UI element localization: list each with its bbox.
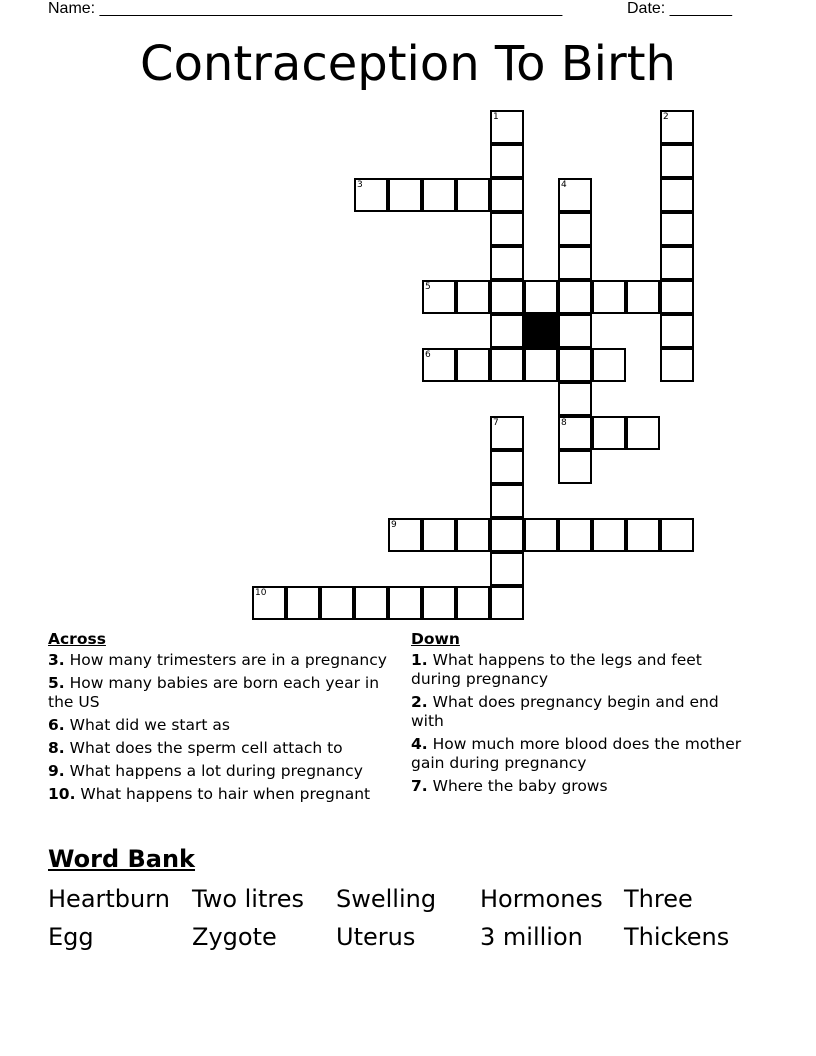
clue-across-3 (48, 651, 398, 670)
crossword-cell[interactable] (558, 246, 592, 280)
clue-text: How many babies are born each year in the US (48, 674, 380, 711)
crossword-cell[interactable] (592, 280, 626, 314)
clue-down-1 (411, 651, 751, 689)
crossword-cell[interactable] (592, 416, 626, 450)
word-bank-item: Three (624, 885, 693, 913)
clue-down-2 (411, 693, 751, 731)
crossword-cell[interactable] (490, 552, 524, 586)
clue-text: How many trimesters are in a pregnancy (69, 651, 387, 669)
crossword-cell[interactable] (660, 348, 694, 382)
crossword-cell[interactable] (422, 348, 456, 382)
clue-number-label: 5 (425, 282, 431, 292)
crossword-cell[interactable] (422, 586, 456, 620)
word-bank-title: Word Bank (48, 845, 196, 873)
crossword-cell[interactable] (456, 586, 490, 620)
crossword-cell[interactable] (456, 178, 490, 212)
clue-text: What happens to the legs and feet during pregnancy (411, 651, 702, 688)
clue-number: 2. (411, 693, 428, 711)
clue-number-label: 6 (425, 350, 431, 360)
clue-number-label: 7 (493, 418, 499, 428)
clue-number: 1. (411, 651, 428, 669)
crossword-cell[interactable] (422, 518, 456, 552)
clue-number: 5. (48, 674, 65, 692)
crossword-cell[interactable] (524, 518, 558, 552)
crossword-cell[interactable] (252, 586, 286, 620)
crossword-cell[interactable] (490, 178, 524, 212)
clue-down-4 (411, 735, 751, 773)
word-bank-item: Hormones (480, 885, 603, 913)
clue-text: What happens to hair when pregnant (80, 785, 371, 803)
crossword-cell[interactable] (490, 246, 524, 280)
crossword-cell[interactable] (456, 348, 490, 382)
word-bank-item: Egg (48, 923, 94, 951)
crossword-cell[interactable] (558, 212, 592, 246)
crossword-cell[interactable] (660, 212, 694, 246)
clue-number-label: 4 (561, 180, 567, 190)
crossword-cell[interactable] (490, 212, 524, 246)
crossword-black-cell (524, 314, 558, 348)
clue-number-label: 1 (493, 112, 499, 122)
crossword-cell[interactable] (490, 484, 524, 518)
clue-across-10 (48, 785, 398, 804)
crossword-cell[interactable] (388, 586, 422, 620)
clue-across-9 (48, 762, 398, 781)
crossword-cell[interactable] (524, 280, 558, 314)
clue-number: 7. (411, 777, 428, 795)
crossword-cell[interactable] (626, 416, 660, 450)
crossword-cell[interactable] (422, 280, 456, 314)
clue-text: What does the sperm cell attach to (69, 739, 343, 757)
crossword-cell[interactable] (660, 518, 694, 552)
crossword-cell[interactable] (490, 314, 524, 348)
crossword-cell[interactable] (456, 280, 490, 314)
crossword-cell[interactable] (320, 586, 354, 620)
crossword-cell[interactable] (660, 314, 694, 348)
crossword-cell[interactable] (558, 178, 592, 212)
crossword-cell[interactable] (592, 348, 626, 382)
crossword-cell[interactable] (558, 280, 592, 314)
crossword-cell[interactable] (456, 518, 490, 552)
clue-number-label: 2 (663, 112, 669, 122)
crossword-cell[interactable] (490, 416, 524, 450)
crossword-cell[interactable] (558, 450, 592, 484)
clue-text: How much more blood does the mother gain during pregnancy (411, 735, 742, 772)
clue-text: What happens a lot during pregnancy (69, 762, 363, 780)
crossword-cell[interactable] (626, 518, 660, 552)
across-clues (48, 630, 398, 808)
name-field[interactable]: Name: ____________________________________________________ (48, 0, 563, 17)
word-bank (48, 880, 788, 956)
clue-across-5 (48, 674, 398, 712)
crossword-cell[interactable] (592, 518, 626, 552)
down-heading: Down (411, 630, 460, 648)
crossword-cell[interactable] (660, 246, 694, 280)
crossword-cell[interactable] (558, 382, 592, 416)
crossword-cell[interactable] (490, 518, 524, 552)
crossword-cell[interactable] (354, 586, 388, 620)
crossword-cell[interactable] (660, 178, 694, 212)
clue-number-label: 3 (357, 180, 363, 190)
date-field[interactable]: Date: _______ (627, 0, 732, 17)
clue-number: 4. (411, 735, 428, 753)
crossword-cell[interactable] (660, 144, 694, 178)
crossword-cell[interactable] (388, 178, 422, 212)
crossword-cell[interactable] (490, 586, 524, 620)
down-clues (411, 630, 751, 800)
clue-number: 10. (48, 785, 76, 803)
clue-number: 6. (48, 716, 65, 734)
crossword-cell[interactable] (558, 518, 592, 552)
clue-number-label: 9 (391, 520, 397, 530)
clue-text: What did we start as (69, 716, 230, 734)
crossword-cell[interactable] (626, 280, 660, 314)
page-title: Contraception To Birth (140, 36, 676, 92)
word-bank-item: Uterus (336, 923, 416, 951)
crossword-cell[interactable] (490, 280, 524, 314)
crossword-cell[interactable] (490, 348, 524, 382)
crossword-cell[interactable] (490, 144, 524, 178)
word-bank-item: Heartburn (48, 885, 170, 913)
word-bank-item: Zygote (192, 923, 277, 951)
clue-text: What does pregnancy begin and end with (411, 693, 719, 730)
crossword-cell[interactable] (524, 348, 558, 382)
clue-number-label: 8 (561, 418, 567, 428)
crossword-cell[interactable] (490, 110, 524, 144)
clue-number-label: 10 (255, 588, 267, 598)
crossword-cell[interactable] (558, 348, 592, 382)
crossword-cell[interactable] (558, 314, 592, 348)
crossword-cell[interactable] (558, 416, 592, 450)
clue-text: Where the baby grows (432, 777, 608, 795)
clue-number: 8. (48, 739, 65, 757)
word-bank-item: Swelling (336, 885, 437, 913)
crossword-cell[interactable] (388, 518, 422, 552)
clue-number: 3. (48, 651, 65, 669)
word-bank-item: Two litres (192, 885, 304, 913)
clue-down-7 (411, 777, 751, 796)
clue-across-8 (48, 739, 398, 758)
crossword-cell[interactable] (286, 586, 320, 620)
clue-across-6 (48, 716, 398, 735)
word-bank-item: 3 million (480, 923, 583, 951)
crossword-cell[interactable] (660, 110, 694, 144)
crossword-cell[interactable] (660, 280, 694, 314)
word-bank-item: Thickens (624, 923, 730, 951)
crossword-cell[interactable] (354, 178, 388, 212)
across-heading: Across (48, 630, 106, 648)
crossword-cell[interactable] (490, 450, 524, 484)
clue-number: 9. (48, 762, 65, 780)
crossword-cell[interactable] (422, 178, 456, 212)
